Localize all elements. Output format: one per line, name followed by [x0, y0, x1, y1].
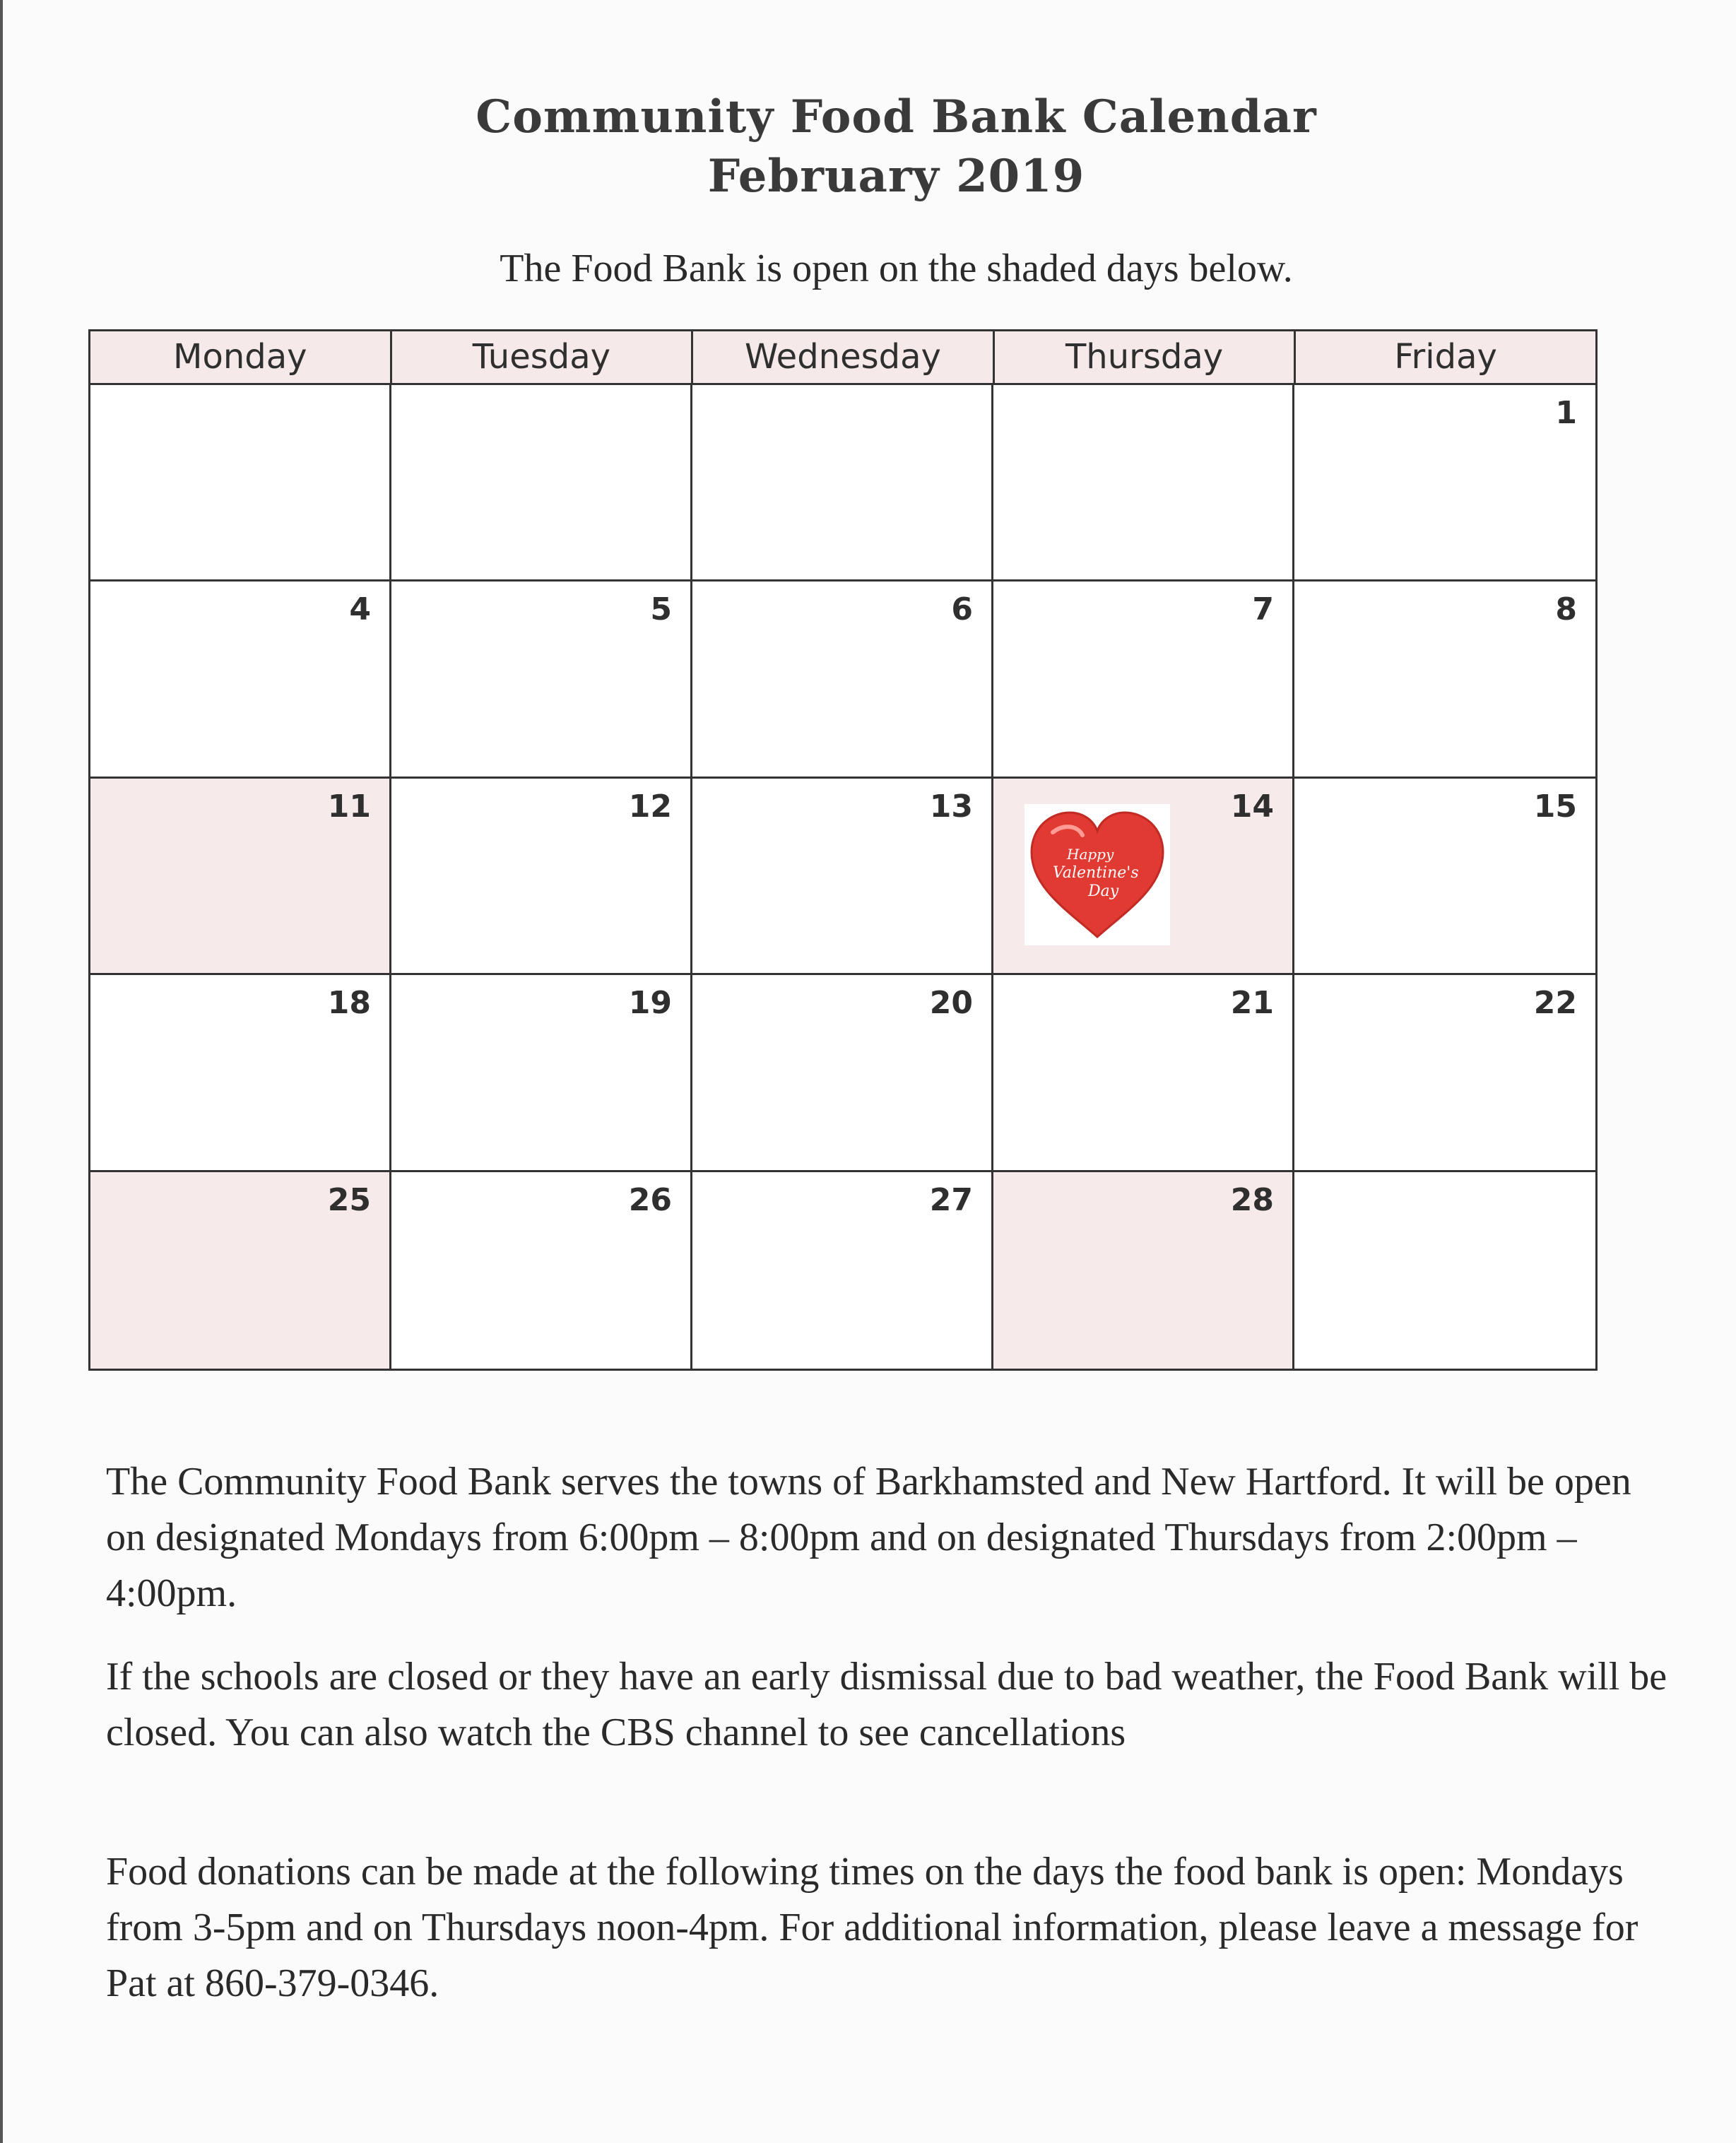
weekday-wednesday: Wednesday: [693, 331, 995, 383]
calendar-day-cell: [1294, 385, 1595, 581]
calendar-day-cell: [692, 385, 993, 581]
day-number: 21: [1230, 985, 1274, 1022]
day-number: 4: [349, 591, 371, 628]
calendar-day-cell: [993, 385, 1294, 581]
calendar-day-cell: [1294, 581, 1595, 778]
calendar-day-cell: [90, 779, 391, 975]
valentines-heart-icon: [1025, 804, 1170, 945]
day-number: 20: [929, 985, 973, 1022]
day-number: 15: [1533, 788, 1577, 825]
info-paragraph-donations: Food donations can be made at the following times on the days the food bank is open: Mondays from 3-5pm and on Thursdays noon-4pm. For additional information, please leave a message for Pat at 860-379-0346.: [106, 1850, 1638, 2005]
svg-text:Day: Day: [1088, 882, 1119, 900]
day-number: 1: [1555, 395, 1577, 431]
page-title: Community Food Bank Calendar: [476, 90, 1317, 143]
calendar-day-cell: [90, 385, 391, 581]
calendar-day-cell: [993, 975, 1294, 1171]
calendar-grid: [88, 329, 1598, 1371]
calendar-note: The Food Bank is open on the shaded days below.: [500, 247, 1293, 290]
day-number: 27: [929, 1181, 973, 1218]
calendar-day-cell: [1294, 1172, 1595, 1369]
day-number: 26: [628, 1181, 672, 1218]
day-number: 14: [1230, 788, 1274, 825]
day-number: 19: [628, 985, 672, 1022]
day-number: 18: [327, 985, 371, 1022]
weekday-header-row: [90, 331, 1595, 385]
day-number: 5: [650, 591, 672, 628]
day-number: 8: [1555, 591, 1577, 628]
calendar-day-cell: [90, 1172, 391, 1369]
calendar-day-cell: [993, 1172, 1294, 1369]
info-paragraph-closures: If the schools are closed or they have an early dismissal due to bad weather, the Food Bank will be closed. You can also watch the CBS channel to see cancellations: [106, 1655, 1667, 1754]
day-number: 22: [1533, 985, 1577, 1022]
calendar-day-cell: [993, 779, 1294, 975]
svg-text:Valentine's: Valentine's: [1053, 863, 1139, 882]
calendar-body: [90, 385, 1595, 1369]
calendar-day-cell: [391, 385, 692, 581]
calendar-day-cell: [1294, 779, 1595, 975]
page-edge: [0, 0, 3, 2143]
info-paragraph-hours: The Community Food Bank serves the towns of Barkhamsted and New Hartford. It will be open on designated Mondays from 6:00pm – 8:00pm and on designated Thursdays from 2:00pm – 4:00pm.: [106, 1460, 1631, 1615]
calendar-day-cell: [391, 975, 692, 1171]
calendar-day-cell: [391, 779, 692, 975]
calendar-day-cell: [391, 1172, 692, 1369]
calendar-day-cell: [692, 581, 993, 778]
day-number: 13: [929, 788, 973, 825]
calendar-day-cell: [993, 581, 1294, 778]
calendar-day-cell: [692, 1172, 993, 1369]
page-subtitle-month: February 2019: [707, 150, 1085, 203]
weekday-friday: Friday: [1394, 337, 1497, 377]
weekday-monday: Monday: [90, 331, 392, 383]
calendar-day-cell: [90, 581, 391, 778]
day-number: 12: [628, 788, 672, 825]
calendar-day-cell: [692, 975, 993, 1171]
weekday-tuesday: Tuesday: [392, 331, 694, 383]
day-number: 25: [327, 1181, 371, 1218]
day-number: 7: [1252, 591, 1274, 628]
svg-text:Happy: Happy: [1067, 845, 1114, 863]
calendar-day-cell: [1294, 975, 1595, 1171]
day-number: 11: [327, 788, 371, 825]
calendar-day-cell: [391, 581, 692, 778]
day-number: 6: [951, 591, 973, 628]
calendar-day-cell: [90, 975, 391, 1171]
weekday-thursday: Thursday: [995, 331, 1297, 383]
day-number: 28: [1230, 1181, 1274, 1218]
calendar-day-cell: [692, 779, 993, 975]
